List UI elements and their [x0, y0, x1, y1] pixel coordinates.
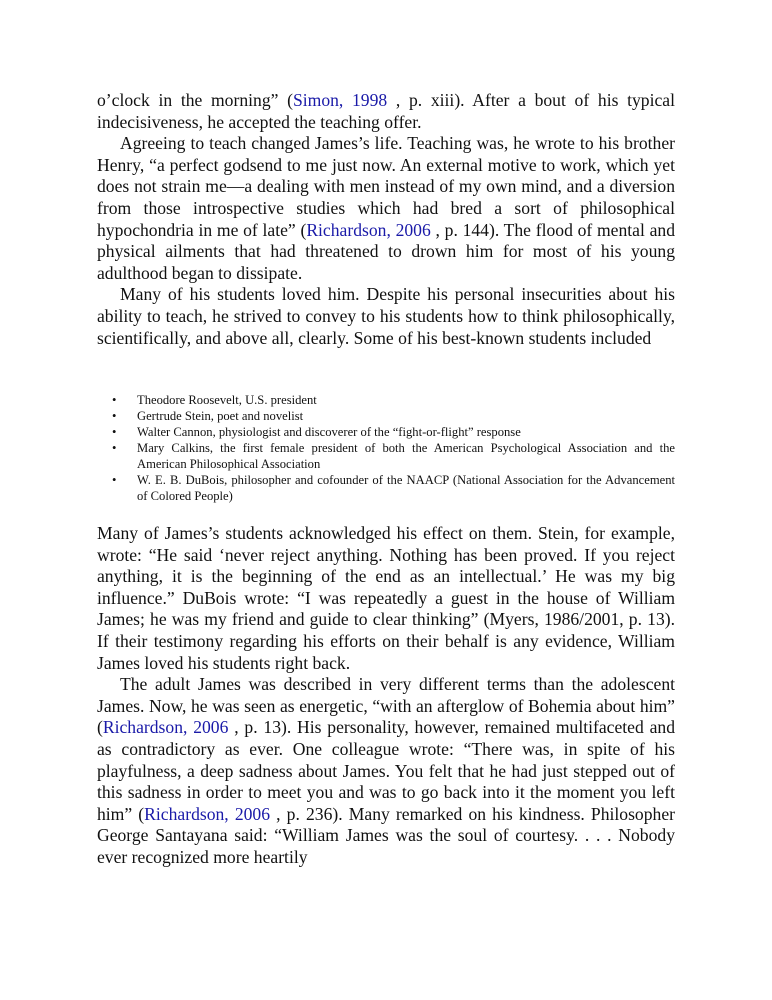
paragraph-p5	[97, 674, 675, 868]
paragraph-p4	[97, 523, 675, 674]
paragraph-text: , p. 13). His personality, however, remained multifaceted and as contradictory as ever. One colleague wrote: “There was, in spite of his playfulness, a deep sadness about James. You felt that he had just stepped out of this sadness in order to meet you and was to go back into it the moment you left him” (	[97, 717, 675, 824]
citation-link[interactable]: Richardson, 2006	[306, 219, 431, 240]
paragraph-text: , p. 144). The flood of mental and physical ailments that had threatened to drown him for most of his young adulthood began to dissipate.	[97, 219, 675, 283]
bullet-icon: •	[112, 425, 117, 439]
citation-link[interactable]: Simon, 1998	[292, 90, 388, 110]
list-item-text: W. E. B. DuBois, philosopher and cofounder of the NAACP (National Association for the Advancement of Colored People)	[137, 473, 675, 503]
body-text-bottom	[97, 523, 675, 869]
bullet-icon: •	[112, 441, 117, 455]
paragraph-text: The adult James was described in very different terms than the adolescent James. Now, he was seen as energetic, “with an afterglow of Bohemia about him” (	[97, 674, 675, 738]
paragraph-text: , p. xiii). After a bout of his typical indecisiveness, he accepted the teaching offer.	[97, 90, 675, 132]
bullet-icon: •	[112, 473, 117, 487]
paragraph-text: Many of James’s students acknowledged his effect on them. Stein, for example, wrote: “He said ‘never reject anything. Nothing has been proved. If you reject anything, it is the beginning of the end as an intellectual.’ He was my big influence.” DuBois wrote: “I was repeatedly a guest in the house of William James; he was my friend and guide to clear thinking” (Myers, 1986/2001, p. 13). If their testimony regarding his efforts on their behalf is any evidence, William James loved his students right back.	[97, 523, 675, 673]
list-item	[97, 392, 675, 408]
list-item	[97, 424, 675, 440]
list-item-text: Mary Calkins, the first female president of both the American Psychological Association and the American Philosophical Association	[137, 441, 675, 471]
list-item-text: Walter Cannon, physiologist and discoverer of the “fight-or-flight” response	[137, 425, 521, 439]
paragraph-p2	[97, 133, 675, 284]
citation-link[interactable]: Richardson, 2006	[102, 717, 229, 738]
paragraph-text: o’clock in the morning” (	[97, 90, 293, 110]
paragraph-text: Agreeing to teach changed James’s life. Teaching was, he wrote to his brother Henry, “a perfect godsend to me just now. An external motive to work, which yet does not strain me—a dealing with men instead of my own mind, and a diversion from those introspective studies which had bred a sort of philosophical hypochondria in me of late” (	[97, 133, 675, 240]
body-text-top	[97, 90, 675, 349]
paragraph-text: , p. 236). Many remarked on his kindness. Philosopher George Santayana said: “William James was the soul of courtesy. . . . Nobody ever recognized more heartily	[97, 803, 675, 867]
paragraph-p1	[97, 90, 675, 133]
student-list	[97, 392, 675, 504]
paragraph-p3	[97, 284, 675, 349]
list-item-text: Theodore Roosevelt, U.S. president	[137, 393, 317, 407]
list-item	[97, 408, 675, 424]
list-item-text: Gertrude Stein, poet and novelist	[137, 409, 304, 423]
list-item	[97, 440, 675, 472]
bullet-icon: •	[112, 409, 117, 423]
citation-link[interactable]: Richardson, 2006	[144, 803, 271, 824]
paragraph-text: Many of his students loved him. Despite his personal insecurities about his ability to teach, he strived to convey to his students how to think philosophically, scientifically, and above all, clearly. Some of his best-known students included	[97, 284, 675, 348]
list-item	[97, 472, 675, 504]
bullet-icon: •	[112, 393, 117, 407]
